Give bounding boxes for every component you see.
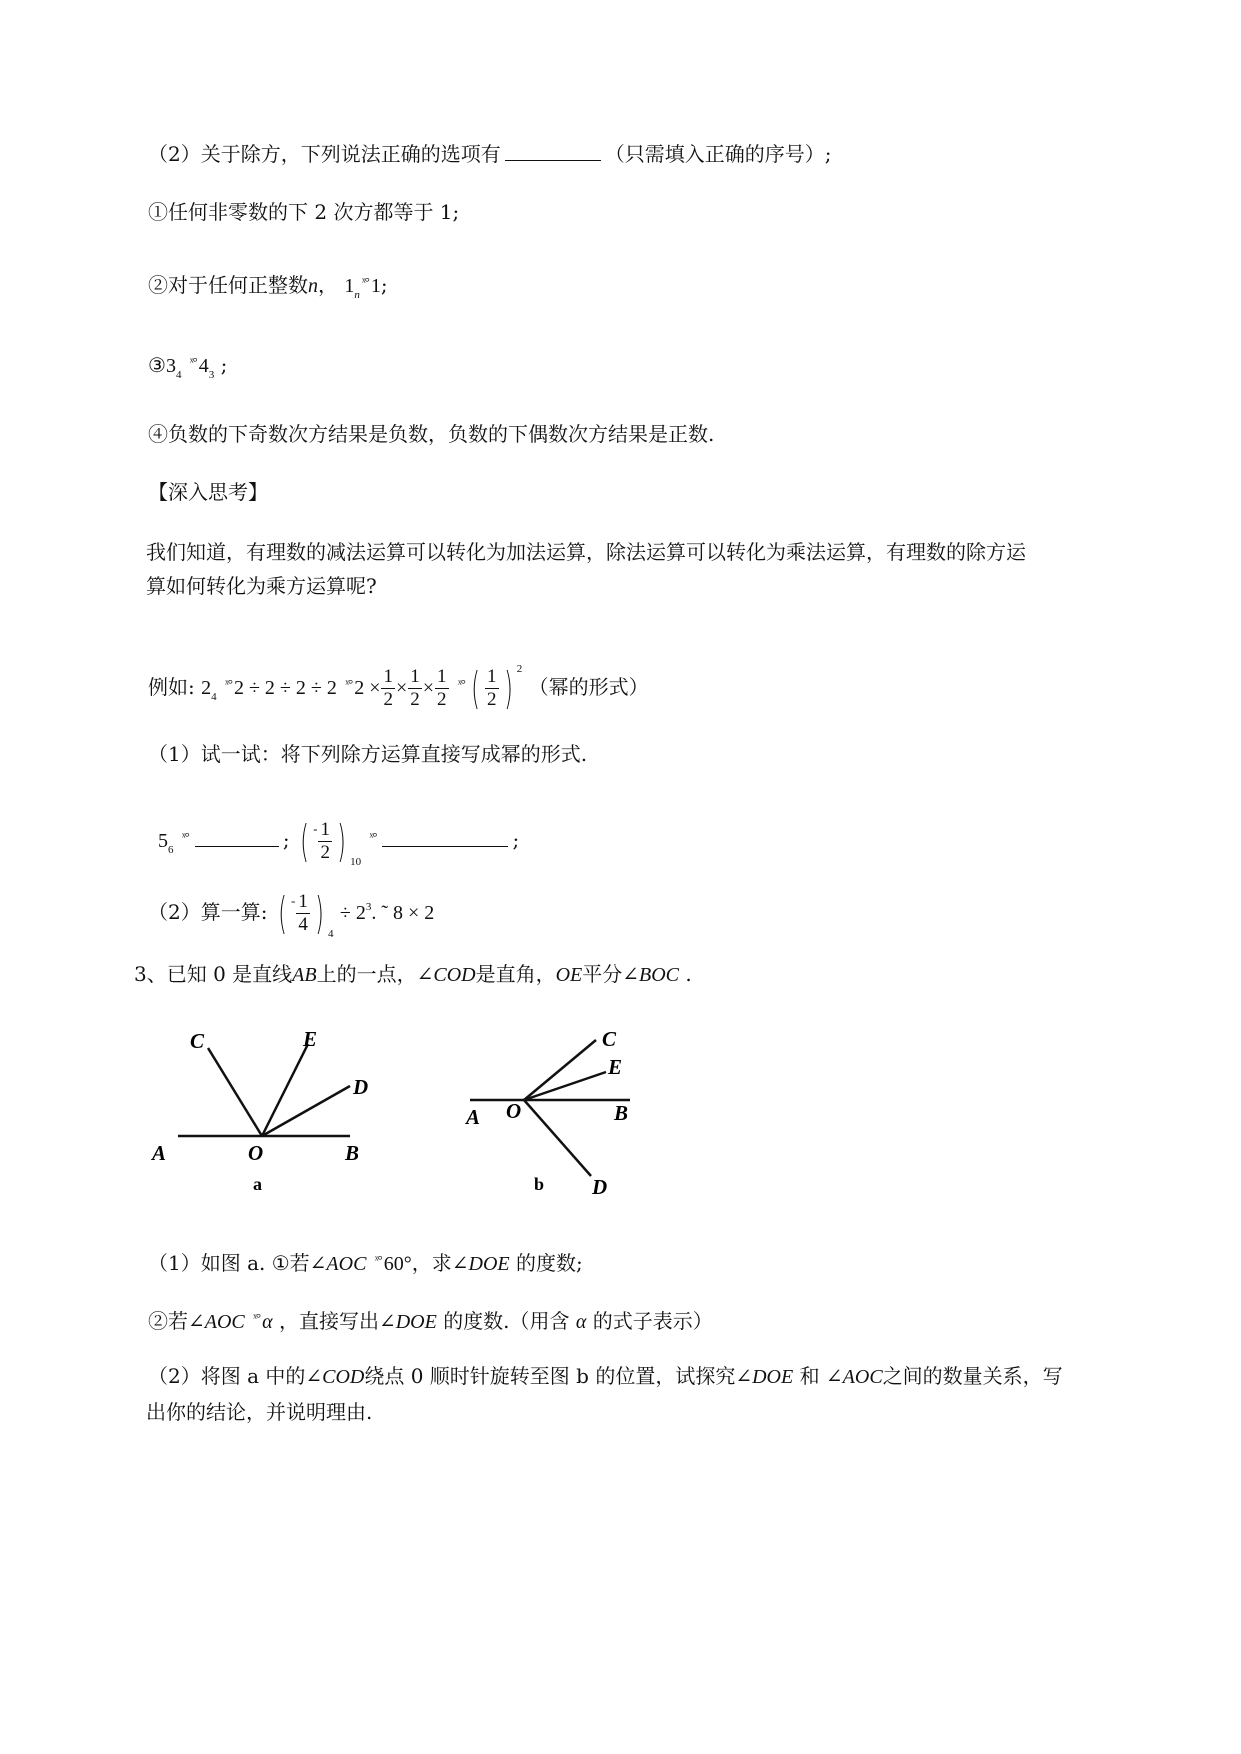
intro-line-2: 算如何转化为乘方运算呢?	[146, 574, 377, 598]
separator: ，	[318, 273, 338, 297]
sub: 10	[350, 856, 362, 868]
ray-oc	[208, 1048, 262, 1136]
end-mark: ;	[512, 828, 520, 852]
fraction: $\frac{1}{4}$	[298, 891, 308, 935]
sub: 4	[328, 928, 334, 940]
division-chain: 2 ÷ 2 ÷ 2 ÷ 2	[233, 677, 337, 699]
alpha: α	[575, 1311, 587, 1333]
q2-prefix: （2）关于除方，下列说法正确的选项有	[148, 142, 501, 166]
angle-cod: ∠COD	[416, 964, 476, 986]
label-d: D	[592, 1175, 608, 1199]
section-title: 【深入思考】	[148, 480, 268, 504]
label-d: D	[353, 1075, 369, 1099]
end-mark: ;	[380, 273, 388, 297]
end-mark: .	[685, 962, 692, 986]
subquestion-2-line-2: 出你的结论，并说明理由.	[146, 1400, 373, 1424]
right-paren: )	[503, 662, 513, 714]
option-3	[148, 348, 227, 389]
sub1b-text: 的度数.（用含	[443, 1309, 570, 1333]
angle-aoc: ∠AOC	[188, 1311, 245, 1333]
label-a: A	[152, 1141, 167, 1165]
equals-glyph: ˣ°	[181, 829, 189, 844]
right-paren: )	[315, 887, 324, 939]
semicolon: ;	[282, 828, 290, 852]
sub2-text: 之间的数量关系，写	[882, 1364, 1063, 1388]
left-paren: (	[471, 662, 480, 714]
minus: -	[291, 893, 296, 908]
alpha: α	[262, 1311, 273, 1333]
try-title: （1）试一试：将下列除方运算直接写成幂的形式.	[148, 742, 588, 766]
base: 1	[344, 275, 355, 297]
divide-term: ÷ 2	[339, 902, 366, 924]
subquestion-1	[148, 1246, 583, 1278]
fraction: $\frac{1}{2}$	[410, 666, 420, 710]
q2-suffix: （只需填入正确的序号）;	[604, 142, 832, 166]
equals-glyph: ˣ°	[253, 1310, 261, 1325]
subquestion-1b	[148, 1304, 713, 1336]
base: 2	[201, 677, 212, 699]
angle-boc: ∠BOC	[622, 964, 680, 986]
times: ×	[422, 677, 435, 699]
q3-text: 上的一点，	[316, 962, 417, 986]
example-line	[148, 640, 649, 714]
ray-od	[524, 1100, 591, 1176]
q3-text: 是直角，	[475, 962, 556, 986]
equals-glyph: ˣ°	[345, 676, 353, 691]
rhs-sub: 3	[208, 369, 215, 381]
equals-glyph: ˣ°	[369, 829, 377, 844]
label-c: C	[190, 1029, 205, 1053]
times: ×	[395, 677, 408, 699]
option-4: ④负数的下奇数次方结果是负数，负数的下偶数次方结果是正数.	[148, 422, 715, 446]
lhs-sub: 4	[175, 369, 182, 381]
option-1: ①任何非零数的下 2 次方都等于 1;	[148, 200, 460, 224]
answer-blank[interactable]	[505, 140, 601, 161]
sub1-text: （1）如图 a. ①若	[148, 1251, 310, 1275]
ray-oc	[524, 1040, 596, 1100]
lhs-base: 3	[165, 355, 176, 377]
sub: 6	[168, 844, 174, 856]
exponent: 3	[365, 901, 372, 913]
angle-doe: ∠DOE	[378, 1311, 437, 1333]
sub2-text: （2）将图 a 中的	[148, 1364, 306, 1388]
question-2-statement	[148, 140, 831, 168]
end-mark: ;	[220, 353, 228, 377]
q3-text: 3、已知 0 是直线	[134, 962, 293, 986]
rhs: 1	[370, 275, 381, 297]
label-o: O	[506, 1099, 522, 1123]
q3-text: 平分	[582, 962, 623, 986]
example-label: 例如:	[148, 675, 195, 699]
base: 5	[158, 830, 168, 852]
angle-aoc: ∠AOC	[309, 1253, 367, 1275]
sub2-text: 和	[799, 1364, 820, 1388]
ray-oe: OE	[555, 964, 583, 986]
question-3-statement	[134, 960, 692, 989]
sub1b-text: ，直接写出	[278, 1309, 379, 1333]
left-paren: (	[300, 815, 309, 867]
equals-glyph: ˣ°	[361, 274, 369, 289]
sub2-text: 绕点 0 顺时针旋转至图 b 的位置，试探究	[364, 1364, 736, 1388]
caption-a: a	[253, 1174, 262, 1194]
angle-value: 60°	[383, 1253, 412, 1275]
label-b: B	[614, 1101, 629, 1125]
equals-glyph: ˣ°	[189, 354, 197, 369]
fraction: $\frac{1}{2}$	[487, 666, 497, 710]
exponent: 2	[516, 663, 523, 675]
fraction: $\frac{1}{2}$	[320, 819, 330, 863]
sub1-text: ，求	[411, 1251, 452, 1275]
right-paren: )	[337, 815, 346, 867]
lead-term: 2 ×	[354, 677, 381, 699]
angle-aoc: ∠AOC	[825, 1366, 883, 1388]
option-2-text: ②对于任何正整数	[148, 273, 308, 297]
try-line	[158, 800, 520, 868]
angle-doe: ∠DOE	[735, 1366, 794, 1388]
label-e: E	[303, 1027, 318, 1051]
subquestion-2	[148, 1362, 1063, 1391]
answer-blank-2[interactable]	[382, 826, 508, 847]
sub1-text: 的度数;	[515, 1251, 583, 1275]
ray-oe	[524, 1072, 606, 1100]
minus: -	[313, 821, 318, 836]
sub: 4	[211, 691, 217, 703]
label-b: B	[345, 1141, 360, 1165]
tail-expression: . ˜ 8 × 2	[371, 902, 435, 924]
label-c: C	[602, 1027, 617, 1051]
option-2	[148, 268, 388, 309]
rhs-base: 4	[198, 355, 209, 377]
note: （幂的形式）	[528, 675, 649, 699]
figure-a	[140, 1020, 430, 1200]
subscript-n: n	[354, 289, 360, 301]
angle-doe: ∠DOE	[451, 1253, 510, 1275]
calc-line	[148, 872, 435, 940]
equals-glyph: ˣ°	[224, 676, 232, 691]
calc-label: （2）算一算:	[148, 900, 268, 924]
intro-line-1: 我们知道，有理数的减法运算可以转化为加法运算，除法运算可以转化为乘法运算，有理数的除方运	[146, 540, 1026, 564]
line-ab: AB	[292, 964, 317, 986]
sub1b-text: ②若	[148, 1309, 188, 1333]
option-3-marker: ③	[148, 353, 166, 377]
answer-blank-1[interactable]	[195, 826, 279, 847]
equals-glyph: ˣ°	[457, 676, 465, 691]
caption-b: b	[534, 1174, 545, 1194]
figure-b	[450, 1020, 680, 1220]
equals-glyph: ˣ°	[374, 1252, 382, 1267]
label-e: E	[608, 1055, 623, 1079]
angle-cod: ∠COD	[305, 1366, 365, 1388]
left-paren: (	[278, 887, 287, 939]
fraction: $\frac{1}{2}$	[383, 666, 393, 710]
var-n: n	[308, 275, 318, 297]
label-a: A	[466, 1105, 481, 1129]
label-o: O	[248, 1141, 264, 1165]
sub1b-text: 的式子表示）	[592, 1309, 713, 1333]
fraction: $\frac{1}{2}$	[437, 666, 447, 710]
